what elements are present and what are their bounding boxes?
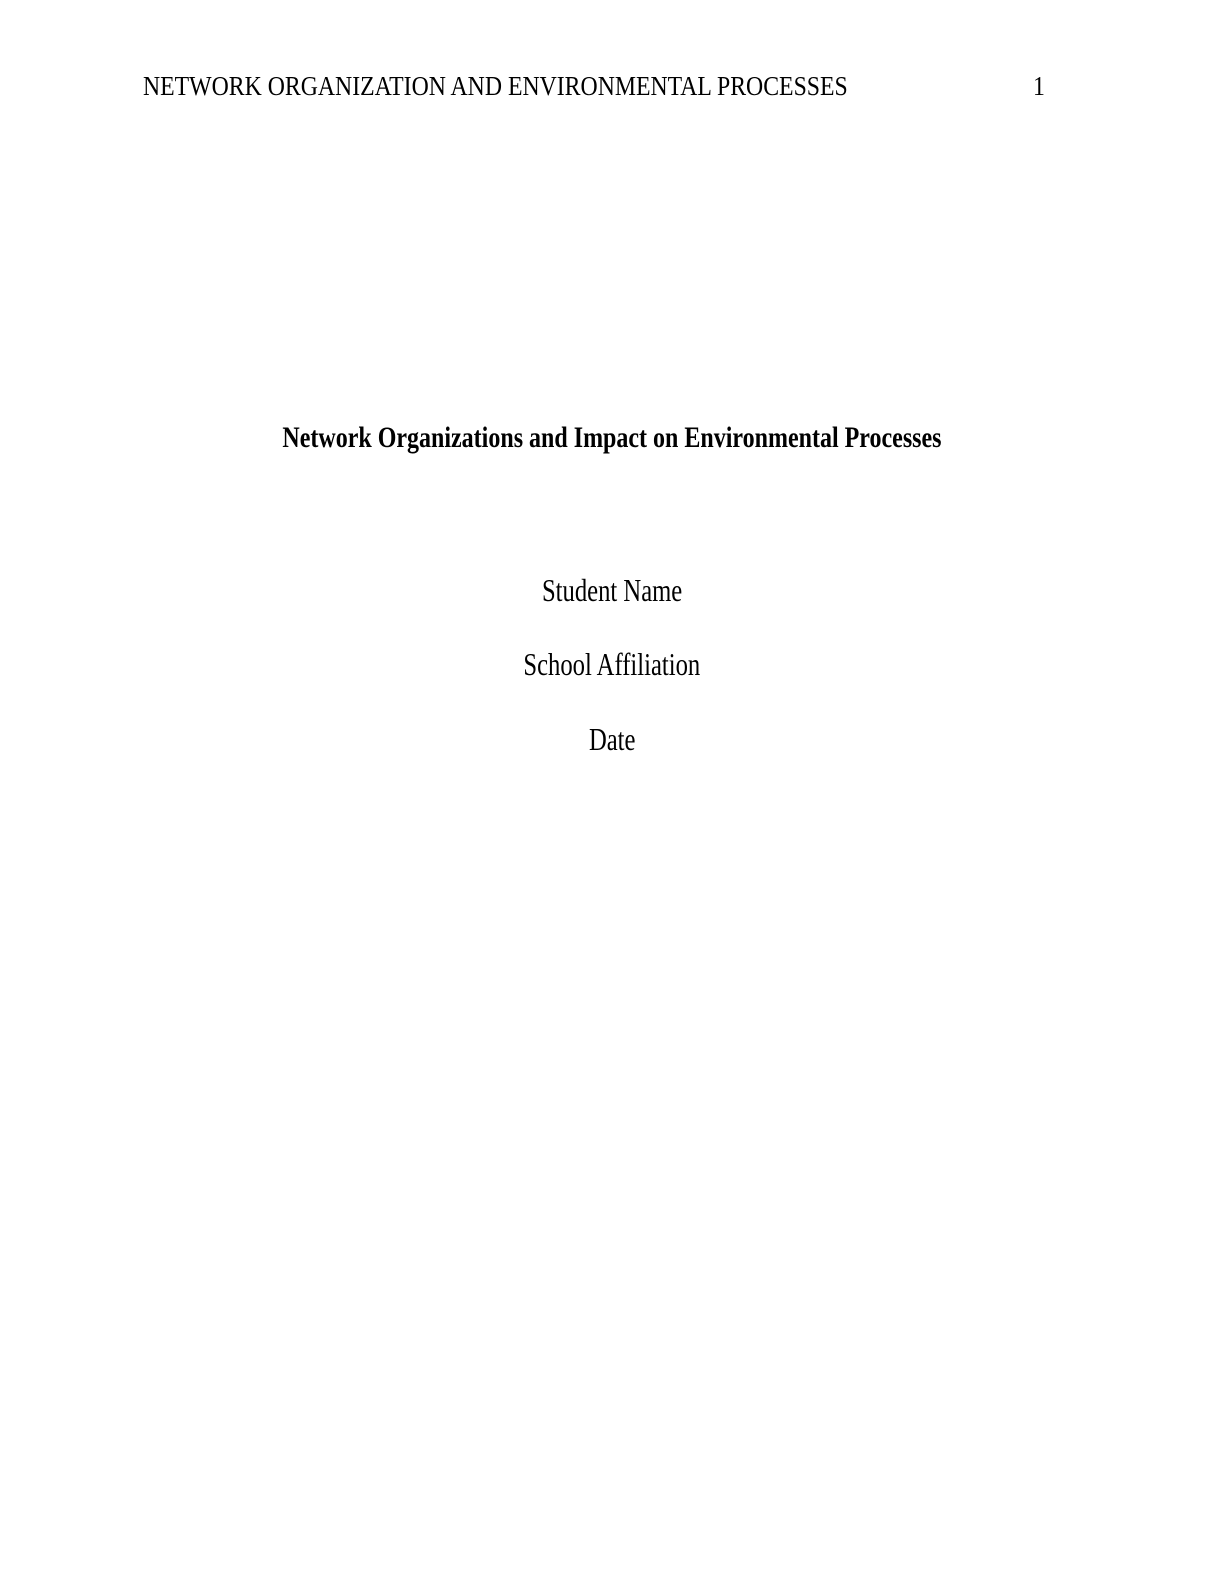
page-number-text: 1 bbox=[1033, 71, 1045, 101]
school-affiliation-text: School Affiliation bbox=[523, 646, 701, 682]
running-head-text: NETWORK ORGANIZATION AND ENVIRONMENTAL PROCESSES bbox=[143, 71, 848, 101]
document-title: Network Organizations and Impact on Environmental Processes bbox=[282, 421, 942, 454]
page-number bbox=[1033, 73, 1047, 100]
document-title-line bbox=[0, 423, 1224, 453]
student-name-text: Student Name bbox=[541, 572, 683, 608]
running-head bbox=[143, 73, 944, 100]
date-text: Date bbox=[588, 721, 636, 757]
date-line bbox=[0, 723, 1224, 755]
student-name-line bbox=[0, 574, 1224, 606]
school-affiliation-line bbox=[0, 648, 1224, 680]
